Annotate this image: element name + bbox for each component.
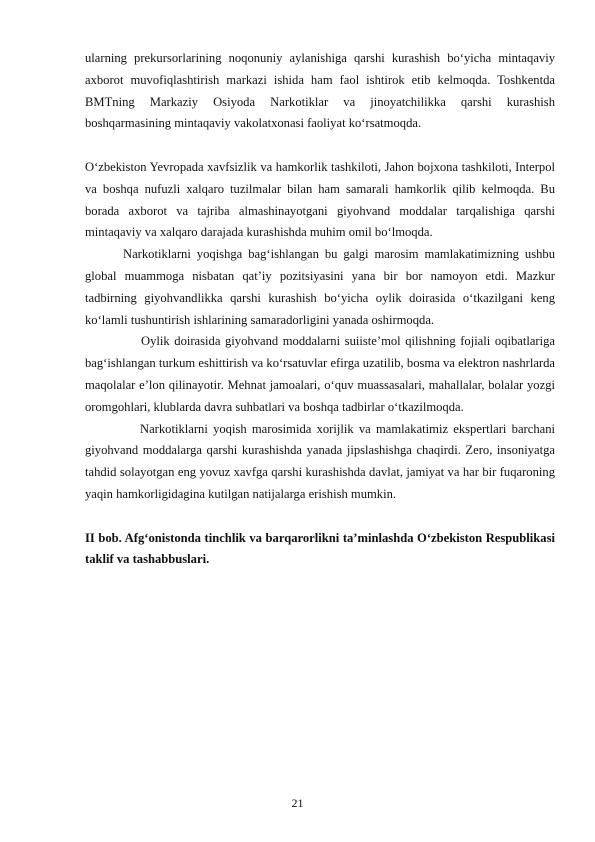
paragraph-gap bbox=[85, 135, 555, 157]
paragraph-4: Oylik doirasida giyohvand moddalarni suiiste’mol qilishning fojiali oqibatlariga bag‘ishlangan turkum eshittirish va ko‘rsatuvlar efirga uzatilib, bosma va elektron nashrlarda maqolalar e’lon qilinayotir. Mehnat jamoalari, o‘quv muassasalari, mahallalar, bolalar yozgi oromgohlari, klublarda davra suhbatlari va boshqa tadbirlar o‘tkazilmoqda. bbox=[85, 334, 555, 414]
paragraph-3: Narkotiklarni yoqishga bag‘ishlangan bu galgi marosim mamlakatimizning ushbu global muammoga nisbatan qat’iy pozitsiyasini yana bir bor namoyon etdi. Mazkur tadbirning giyohvandlikka qarshi kurashish bo‘yicha oylik doirasida o‘tkazilgani keng ko‘lamli tushuntirish ishlarining samaradorligini yanada oshirmoqda. bbox=[85, 247, 555, 327]
paragraph-1: ularning prekursorlarining noqonuniy aylanishiga qarshi kurashish bo‘yicha mintaqaviy axborot muvofiqlashtirish markazi ishida ham faol ishtirok etib kelmoqda. Toshkentda BMTning Markaziy Osiyoda Narkotiklar va jinoyatchilikka qarshi kurashish boshqarmasining mintaqaviy vakolatxonasi faoliyat ko‘rsatmoqda. bbox=[85, 51, 555, 131]
paragraph-2: O‘zbekiston Yevropada xavfsizlik va hamkorlik tashkiloti, Jahon bojxona tashkiloti, Interpol va boshqa nufuzli xalqaro tuzilmalar bilan ham samarali hamkorlik qilib kelmoqda. Bu borada axborot va tajriba almashinayotgani giyohvand moddalar tarqalishiga qarshi mintaqaviy va xalqaro darajada kurashishda muhim omil bo‘lmoqda. bbox=[85, 159, 555, 240]
chapter-heading: II bob. Afg‘onistonda tinchlik va barqarorlikni ta’minlashda O‘zbekiston Respublikasi taklif va tashabbuslari. bbox=[85, 530, 555, 567]
document-page bbox=[85, 48, 555, 571]
paragraph-5: Narkotiklarni yoqish marosimida xorijlik va mamlakatimiz ekspertlari barchani giyohvand moddalarga qarshi kurashishda yanada jipslashishga chaqirdi. Zero, insoniyatga tahdid solayotgan eng yovuz xavfga qarshi kurashishda davlat, jamiyat va har bir fuqaroning yaqin hamkorligidagina kutilgan natijalarga erishish mumkin. bbox=[85, 421, 555, 501]
paragraph-gap bbox=[85, 506, 555, 528]
page-number: 21 bbox=[291, 796, 304, 810]
